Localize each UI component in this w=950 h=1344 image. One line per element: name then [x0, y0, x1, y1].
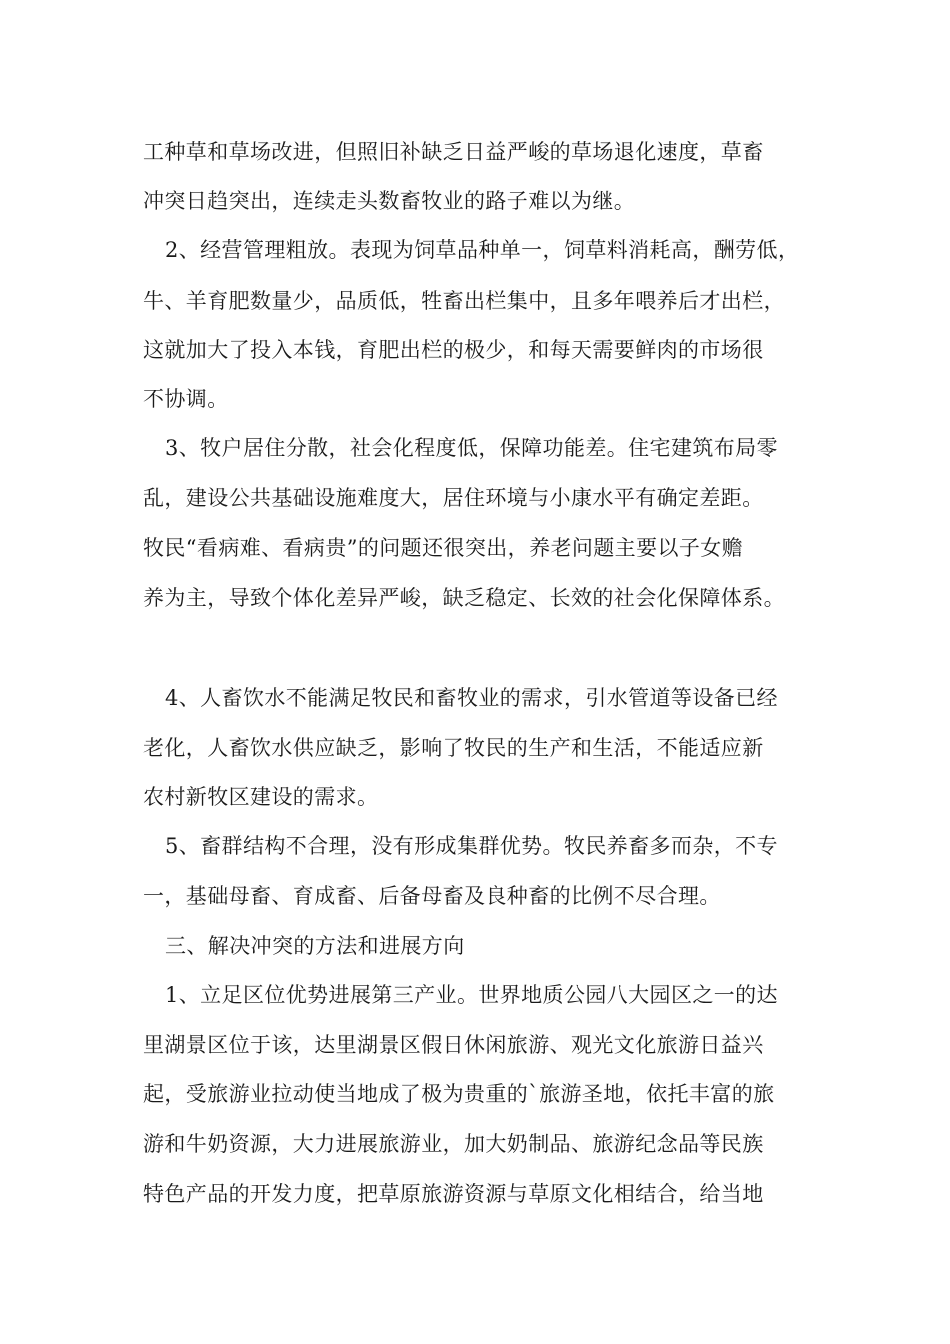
text-line: 里湖景区位于该，达里湖景区假日休闲旅游、观光文化旅游日益兴 [143, 1033, 764, 1057]
text-line: 游和牛奶资源，大力进展旅游业，加大奶制品、旅游纪念品等民族 [143, 1132, 764, 1156]
text-line: 乱，建设公共基础设施难度大，居住环境与小康水平有确定差距。 [143, 486, 764, 510]
text-line: 冲突日趋突出，连续走头数畜牧业的路子难以为继。 [143, 189, 636, 213]
text-line: 不协调。 [143, 387, 229, 411]
text-line: 牧民“看病难、看病贵”的问题还很突出，养老问题主要以子女赡 [143, 536, 744, 560]
text-line: 这就加大了投入本钱，育肥出栏的极少，和每天需要鲜肉的市场很 [143, 338, 764, 362]
paragraph-2-start: 2、经营管理粗放。表现为饲草品种单一，饲草料消耗高，酬劳低， [165, 238, 800, 262]
text-line: 工种草和草场改进，但照旧补缺乏日益严峻的草场退化速度，草畜 [143, 140, 764, 164]
paragraph-5-start: 5、畜群结构不合理，没有形成集群优势。牧民养畜多而杂，不专 [165, 834, 778, 858]
paragraph-3-start: 3、牧户居住分散，社会化程度低，保障功能差。住宅建筑布局零 [165, 436, 778, 460]
text-line: 起，受旅游业拉动使当地成了极为贵重的`旅游圣地，依托丰富的旅 [143, 1082, 775, 1106]
text-line: 一，基础母畜、育成畜、后备母畜及良种畜的比例不尽合理。 [143, 884, 721, 908]
text-line: 牛、羊育肥数量少，品质低，牲畜出栏集中，且多年喂养后才出栏， [143, 289, 785, 313]
text-line: 农村新牧区建设的需求。 [143, 785, 379, 809]
text-line: 老化，人畜饮水供应缺乏，影响了牧民的生产和生活，不能适应新 [143, 736, 764, 760]
section-heading: 三、解决冲突的方法和进展方向 [165, 934, 465, 958]
text-line: 养为主，导致个体化差异严峻，缺乏稳定、长效的社会化保障体系。 [143, 586, 785, 610]
paragraph-4-start: 4、人畜饮水不能满足牧民和畜牧业的需求，引水管道等设备已经 [165, 686, 778, 710]
paragraph-1-start: 1、立足区位优势进展第三产业。世界地质公园八大园区之一的达 [165, 983, 778, 1007]
text-line: 特色产品的开发力度，把草原旅游资源与草原文化相结合，给当地 [143, 1182, 764, 1206]
